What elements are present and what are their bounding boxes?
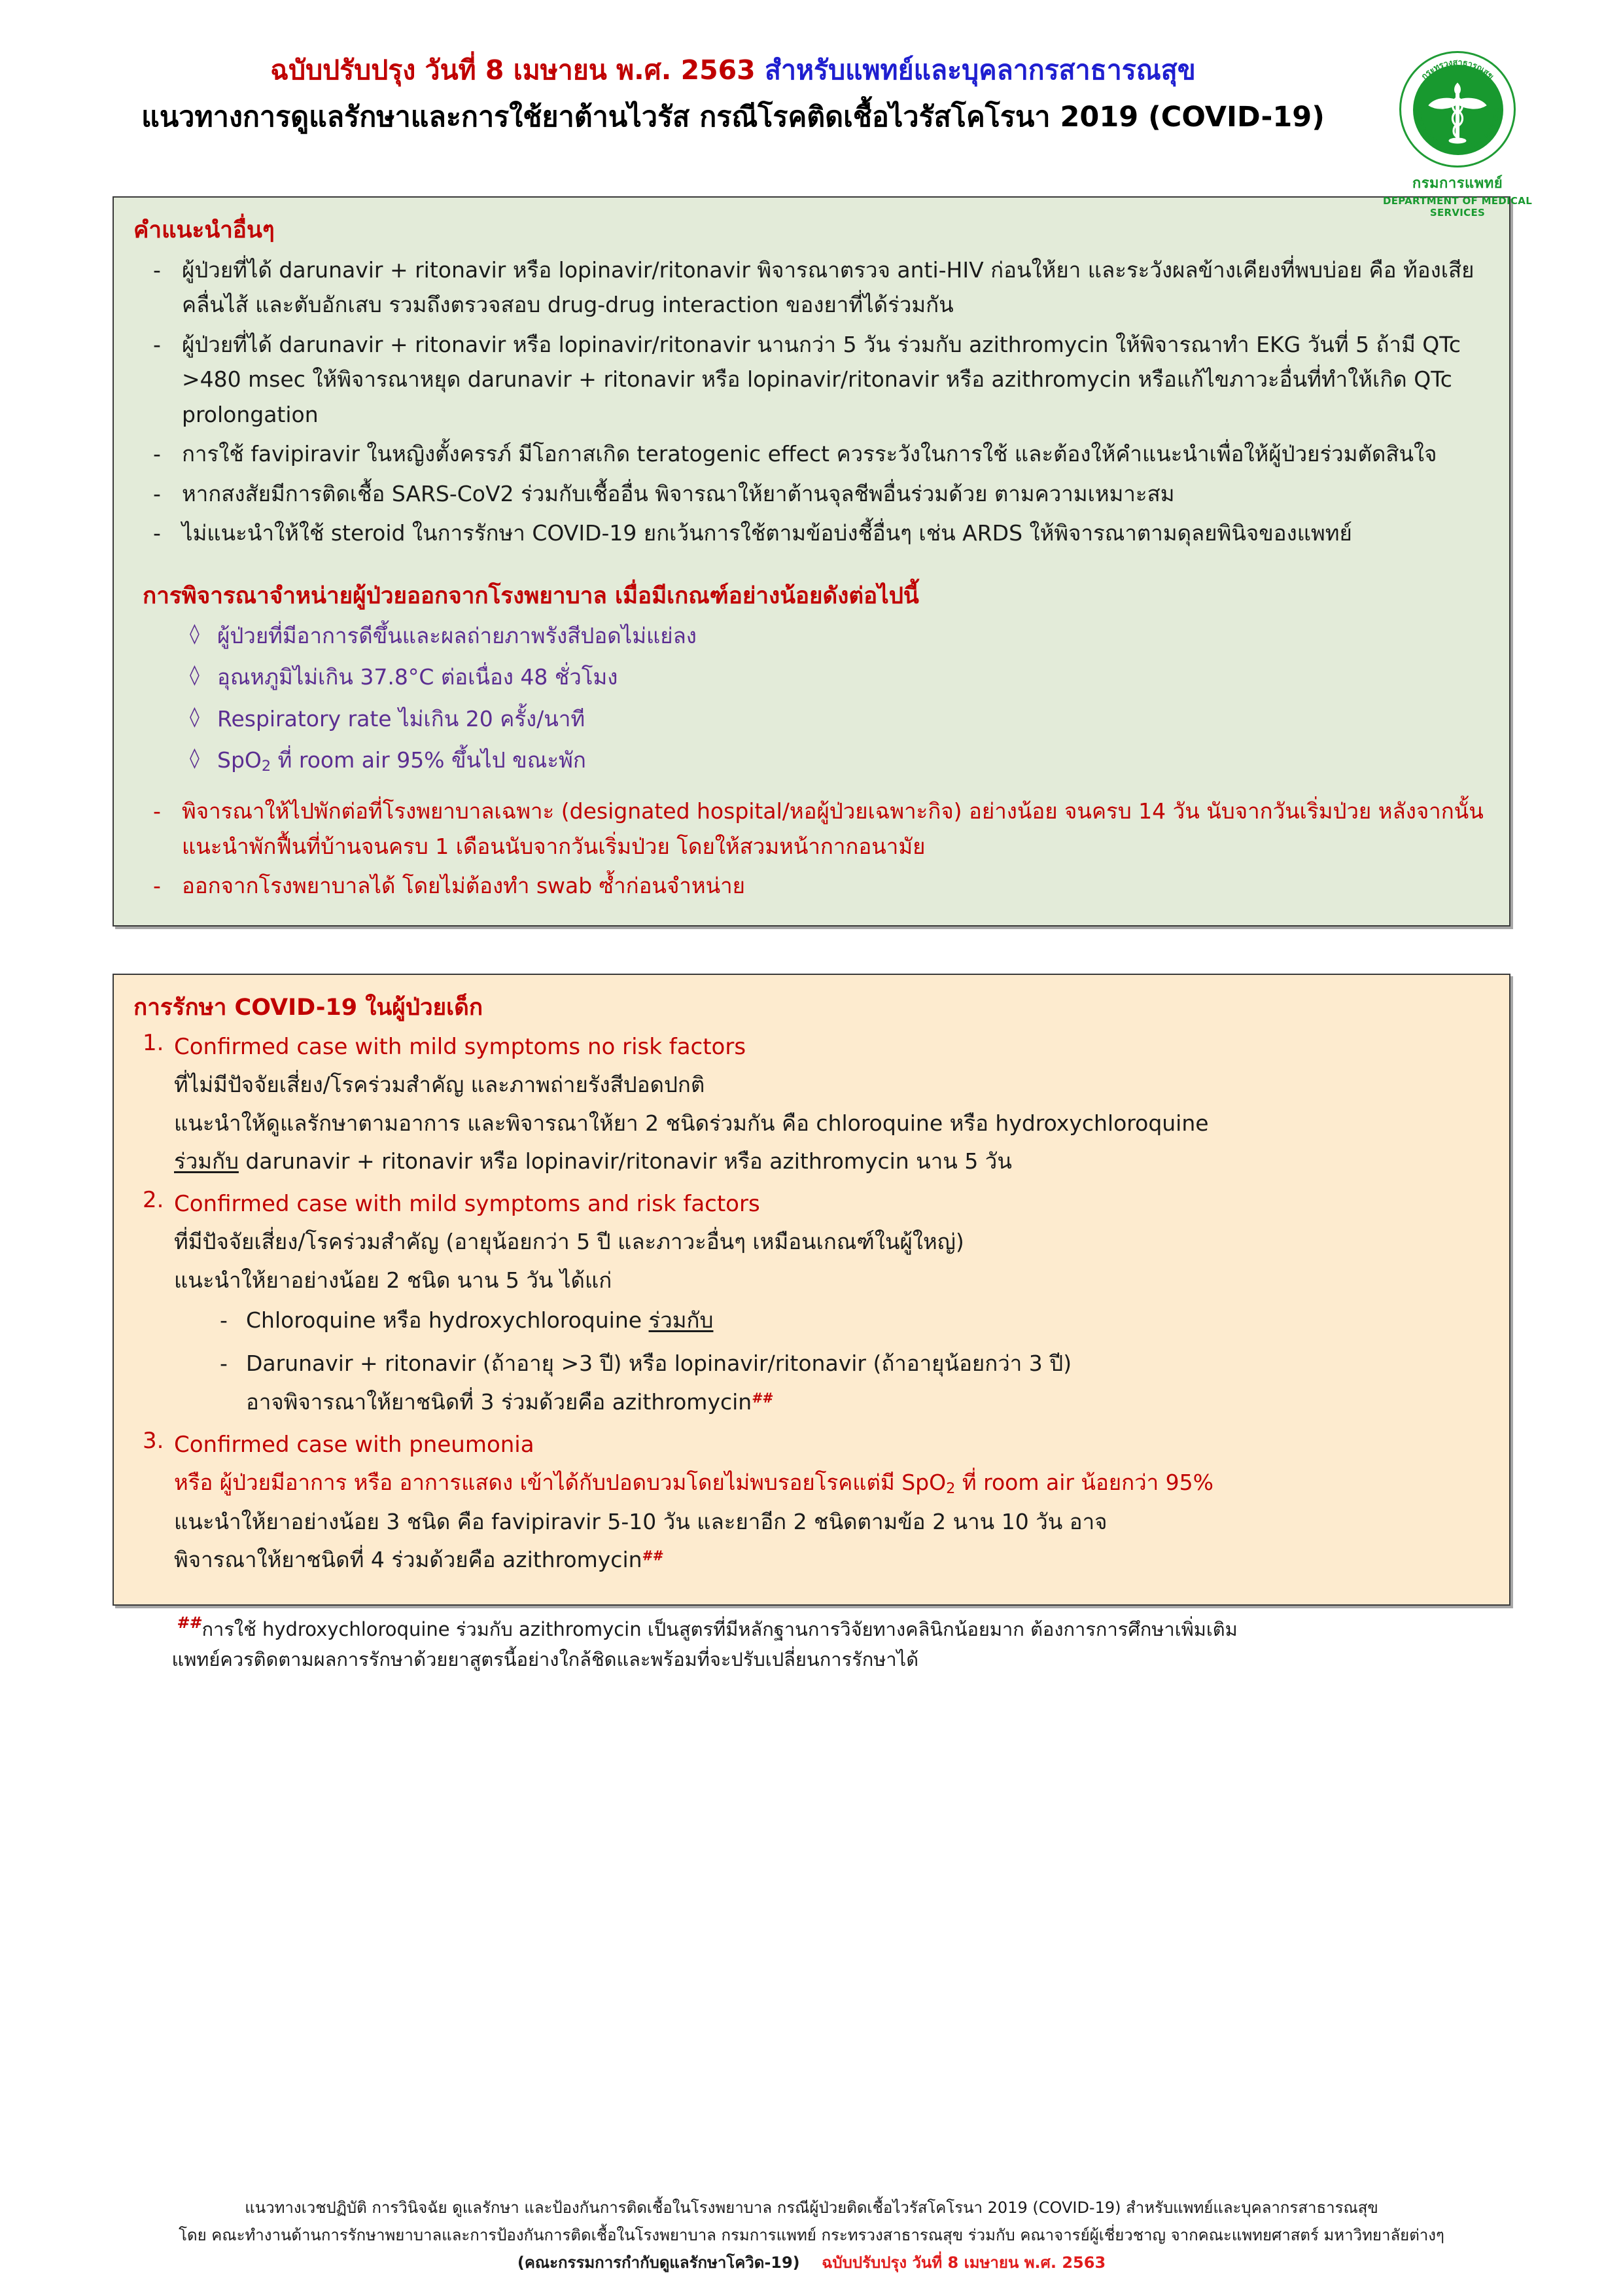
case-line: ที่มีปัจจัยเสี่ยง/โรคร่วมสำคัญ (อายุน้อยกว่า 5 ปี และภาวะอื่นๆ เหมือนเกณฑ์ในผู้ใหญ่): [174, 1229, 964, 1255]
page-subtitle: แนวทางการดูแลรักษาและการใช้ยาต้านไวรัส กรณีโรคติดเชื้อไวรัสโคโรนา 2019 (COVID-19): [141, 101, 1325, 134]
case-line: ที่ไม่มีปัจจัยเสี่ยง/โรคร่วมสำคัญ และภาพถ่ายรังสีปอดปกติ: [174, 1072, 705, 1098]
list-item: ◊ อุณหภูมิไม่เกิน 37.8°C ต่อเนื่อง 48 ชั่วโมง: [133, 660, 1490, 694]
other-recommendations-box: [113, 196, 1510, 927]
footer-line-1: แนวทางเวชปฏิบัติ การวินิจฉัย ดูแลรักษา และป้องกันการติดเชื้อในโรงพยาบาล กรณีผู้ป่วยติดเชื้อไวรัสโคโรนา 2019 (COVID-19) สำหรับแพทย์และบุคลากรสาธารณสุข: [245, 2199, 1378, 2217]
pediatric-case-1: [133, 1030, 1490, 1179]
list-item: ◊ ผู้ป่วยที่มีอาการดีขึ้นและผลถ่ายภาพรังสีปอดไม่แย่ลง: [133, 618, 1490, 653]
discharge-criteria-heading: การพิจารณาจำหน่ายผู้ป่วยออกจากโรงพยาบาล เมื่อมีเกณฑ์อย่างน้อยดังต่อไปนี้: [143, 582, 919, 609]
underlined-word: ร่วมกับ: [648, 1307, 714, 1333]
list-item: [174, 1303, 1490, 1337]
footnote-line-2: แพทย์ควรติดตามผลการรักษาด้วยยาสูตรนี้อย่างใกล้ชิดและพร้อมที่จะปรับเปลี่ยนการรักษาได้: [171, 1648, 919, 1671]
spacer: [133, 785, 1490, 794]
seal-label-english: DEPARTMENT OF MEDICAL SERVICES: [1382, 195, 1533, 219]
pediatric-case-3: [133, 1428, 1490, 1578]
case-line: แนะนำให้ยาอย่างน้อย 3 ชนิด คือ favipiravir 5-10 วัน และยาอีก 2 ชนิดตามข้อ 2 นาน 10 วัน อาจ: [174, 1508, 1108, 1534]
moph-logo: [1376, 51, 1539, 219]
spo2-subscript: 2: [946, 1480, 956, 1498]
committee-name: (คณะกรรมการกำกับดูแลรักษาโควิด-19): [517, 2253, 800, 2272]
footnote-marker: ##: [752, 1390, 773, 1406]
case-2-drug-list: [174, 1303, 1490, 1419]
footnote-block: [99, 1615, 1525, 1675]
discharge-action-list: [133, 794, 1490, 903]
page-header: [0, 0, 1623, 219]
case-title: Confirmed case with pneumonia: [174, 1431, 534, 1458]
pediatric-treatment-box: [113, 974, 1510, 1606]
header-title-block: [105, 51, 1518, 139]
list-item: - ผู้ป่วยที่ได้ darunavir + ritonavir หรือ lopinavir/ritonavir พิจารณาตรวจ anti-HIV ก่อนให้ยา และระวังผลข้างเคียงที่พบบ่อย คือ ท้องเสีย คลื่นไส้ และตับอักเสบ รวมถึงตรวจสอบ drug-drug interaction ของยาที่ได้ร่วมกัน: [133, 253, 1490, 323]
case-line-rest: darunavir + ritonavir หรือ lopinavir/ritonavir หรือ azithromycin นาน 5 วัน: [238, 1148, 1012, 1174]
green-box-heading: คำแนะนำอื่นๆ: [133, 217, 275, 243]
svg-text:MINISTRY OF PUBLIC HEALTH: MINISTRY OF PUBLIC HEALTH: [1414, 106, 1501, 153]
pediatric-case-2: [133, 1187, 1490, 1420]
spo2-rest: ที่ room air 95% ขึ้นไป ขณะพัก: [271, 747, 586, 773]
discharge-criteria-list: [133, 618, 1490, 779]
drug-continuation: [246, 1385, 1490, 1419]
case-title: Confirmed case with mild symptoms no risk factors: [174, 1033, 746, 1060]
title-audience: สำหรับแพทย์และบุคลากรสาธารณสุข: [764, 54, 1196, 86]
case-line-with-footnote: [174, 1542, 1490, 1577]
footnote-line-1: การใช้ hydroxychloroquine ร่วมกับ azithromycin เป็นสูตรที่มีหลักฐานการวิจัยทางคลินิกน้อยมาก ต้องการการศึกษาเพิ่มเติม: [201, 1618, 1238, 1641]
seal-label-thai: กรมการแพทย์: [1412, 175, 1503, 192]
footer-revision-date: ฉบับปรับปรุง วันที่ 8 เมษายน พ.ศ. 2563: [822, 2253, 1106, 2272]
continuation-text: อาจพิจารณาให้ยาชนิดที่ 3 ร่วมด้วยคือ azithromycin: [246, 1389, 752, 1415]
spacer: [133, 556, 1490, 578]
footer-line-3: [0, 2249, 1623, 2276]
pediatric-case-list: [133, 1030, 1490, 1578]
svg-text:กระทรวงสาธารณสุข: กระทรวงสาธารณสุข: [1419, 57, 1496, 81]
list-item: - พิจารณาให้ไปพักต่อที่โรงพยาบาลเฉพาะ (designated hospital/หอผู้ป่วยเฉพาะกิจ) อย่างน้อย จนครบ 14 วัน นับจากวันเริ่มป่วย หลังจากนั้น แนะนำพักฟื้นที่บ้านจนครบ 1 เดือนนับจากวันเริ่มป่วย โดยให้สวมหน้ากากอนามัย: [133, 794, 1490, 864]
recommendation-list: [133, 253, 1490, 551]
list-item: [174, 1346, 1490, 1420]
caduceus-icon: [1425, 73, 1490, 146]
list-item: - ผู้ป่วยที่ได้ darunavir + ritonavir หรือ lopinavir/ritonavir นานกว่า 5 วัน ร่วมกับ azithromycin ให้พิจารณาทำ EKG วันที่ 5 ถ้ามี QTc >480 msec ให้พิจารณาหยุด darunavir + ritonavir หรือ lopinavir/ritonavir หรือ azithromycin หรือแก้ไขภาวะอื่นที่ทำให้เกิด QTc prolongation: [133, 327, 1490, 432]
case-line: แนะนำให้ดูแลรักษาตามอาการ และพิจารณาให้ยา 2 ชนิดร่วมกัน คือ chloroquine หรือ hydroxychloroquine: [174, 1110, 1209, 1136]
underlined-word: ร่วมกับ: [174, 1148, 239, 1174]
footnote-marker: ##: [177, 1614, 202, 1633]
page-title-line1: [105, 51, 1361, 90]
red-text-rest: ที่ room air น้อยกว่า 95%: [955, 1470, 1214, 1496]
case-line-text: พิจารณาให้ยาชนิดที่ 4 ร่วมด้วยคือ azithromycin: [174, 1547, 642, 1573]
list-item: - ออกจากโรงพยาบาลได้ โดยไม่ต้องทำ swab ซ้ำก่อนจำหน่าย: [133, 868, 1490, 903]
box-gap: [0, 927, 1623, 974]
case-line-red: [174, 1465, 1490, 1500]
list-item: - ไม่แนะนำให้ใช้ steroid ในการรักษา COVID-19 ยกเว้นการใช้ตามข้อบ่งชี้อื่นๆ เช่น ARDS ให้พิจารณาตามดุลยพินิจของแพทย์: [133, 516, 1490, 550]
title-revision-date: ฉบับปรับปรุง วันที่ 8 เมษายน พ.ศ. 2563: [270, 54, 765, 86]
page-footer: [0, 2194, 1623, 2276]
spo2-subscript: 2: [261, 757, 271, 775]
spo2-label: SpO: [217, 747, 262, 773]
case-line: แนะนำให้ยาอย่างน้อย 2 ชนิด นาน 5 วัน ได้แก่: [174, 1267, 612, 1293]
case-line-with-underline: [174, 1144, 1490, 1178]
list-item: ◊ Respiratory rate ไม่เกิน 20 ครั้ง/นาที: [133, 701, 1490, 736]
footer-line-2: โดย คณะทำงานด้านการรักษาพยาบาลและการป้องกันการติดเชื้อในโรงพยาบาล กรมการแพทย์ กระทรวงสาธารณสุข ร่วมกับ คณาจารย์ผู้เชี่ยวชาญ จากคณะแพทยศาสตร์ มหาวิทยาลัยต่างๆ: [179, 2226, 1444, 2244]
list-item: - หากสงสัยมีการติดเชื้อ SARS-CoV2 ร่วมกับเชื้ออื่น พิจารณาให้ยาต้านจุลชีพอื่นร่วมด้วย ตามความเหมาะสม: [133, 476, 1490, 511]
orange-box-heading: การรักษา COVID-19 ในผู้ป่วยเด็ก: [133, 994, 483, 1021]
drug-text: Chloroquine หรือ hydroxychloroquine: [246, 1307, 649, 1333]
moph-seal-icon: [1399, 51, 1516, 168]
case-title: Confirmed case with mild symptoms and risk factors: [174, 1190, 760, 1217]
footnote-marker: ##: [642, 1547, 663, 1564]
list-item-spo2: [133, 743, 1490, 778]
red-text-a: หรือ ผู้ป่วยมีอาการ หรือ อาการแสดง เข้าได้กับปอดบวมโดยไม่พบรอยโรคแต่มี SpO: [174, 1470, 947, 1496]
drug-text: Darunavir + ritonavir (ถ้าอายุ >3 ปี) หรือ lopinavir/ritonavir (ถ้าอายุน้อยกว่า 3 ปี): [246, 1350, 1072, 1376]
list-item: - การใช้ favipiravir ในหญิงตั้งครรภ์ มีโอกาสเกิด teratogenic effect ควรระวังในการใช้ และต้องให้คำแนะนำเพื่อให้ผู้ป่วยร่วมตัดสินใจ: [133, 436, 1490, 471]
